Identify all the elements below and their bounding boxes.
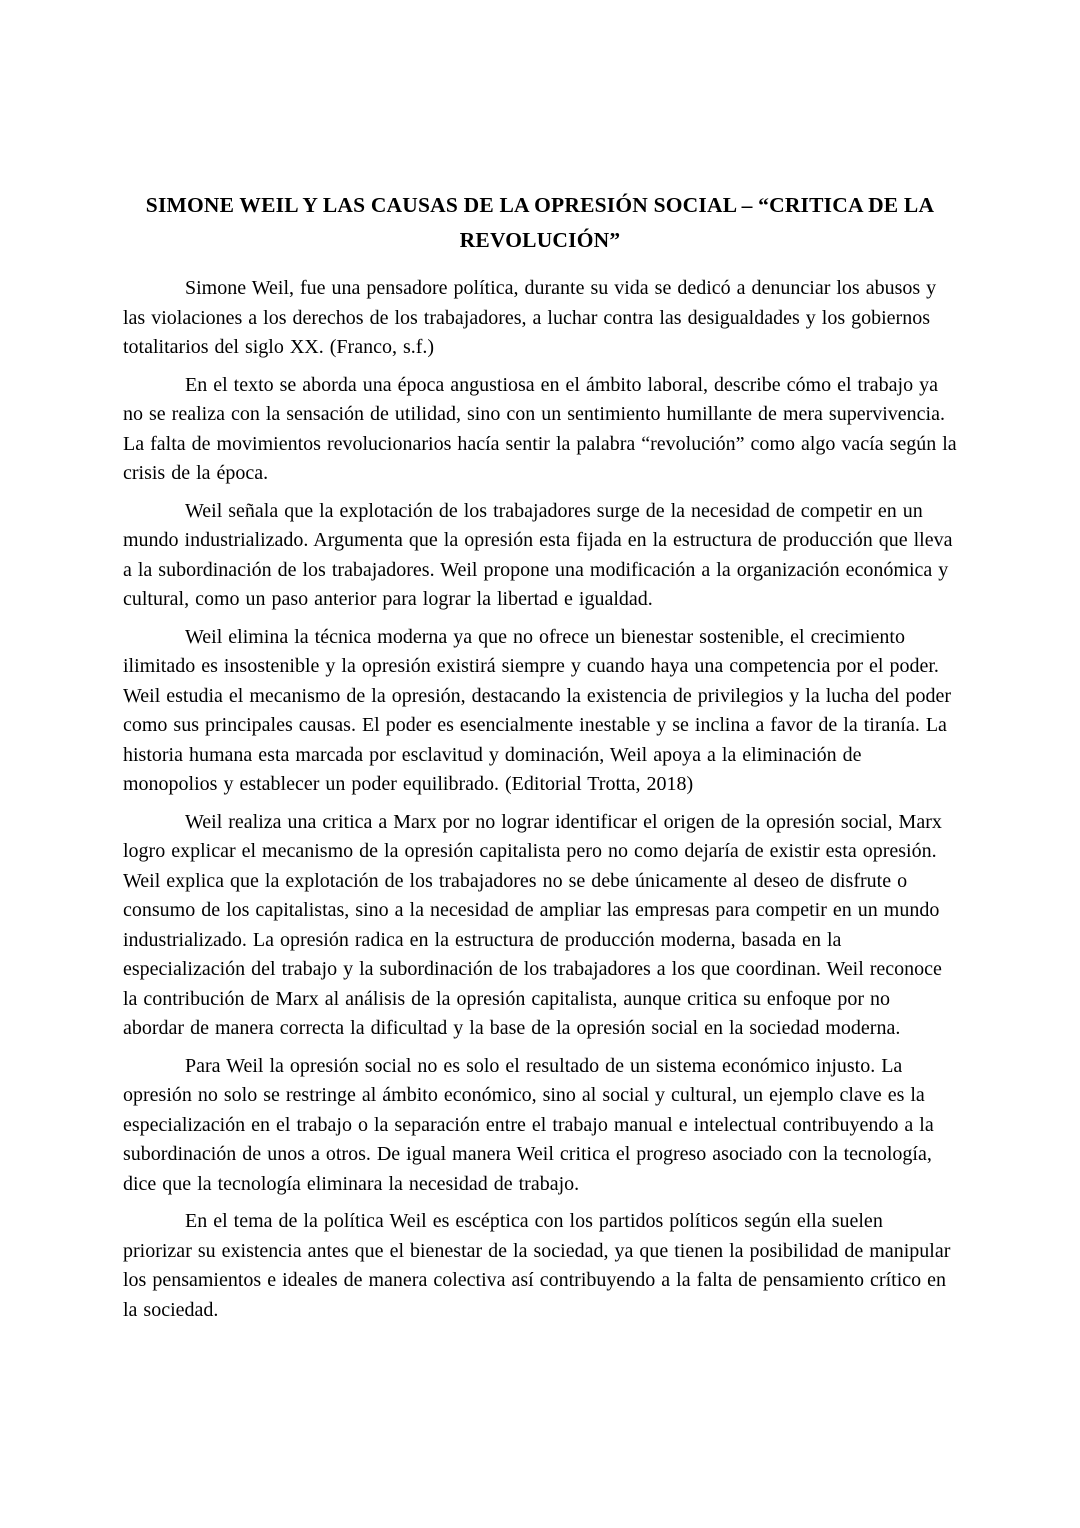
paragraph-tecnica-moderna: Weil elimina la técnica moderna ya que no ofrece un bienestar sostenible, el crecimiento ilimitado es insostenible y la opresión existirá siempre y cuando haya una competencia por el poder. Weil estudia el mecanismo de la opresión, destacando la existencia de privilegios y la lucha del poder como sus principales causas. El poder es esencialmente inestable y se inclina a favor de la tiranía. La historia humana esta marcada por esclavitud y dominación, Weil apoya a la eliminación de monopolios y establecer un poder equilibrado. (Editorial Trotta, 2018) (123, 625, 952, 795)
paragraph-opresion-social: Para Weil la opresión social no es solo el resultado de un sistema económico injusto. La opresión no solo se restringe al ámbito económico, sino al social y cultural, un ejemplo clave es la especialización en el trabajo o la separación entre el trabajo manual e intelectual contribuyendo a la subordinación de unos a otros. De igual manera Weil critica el progreso asociado con la tecnología, dice que la tecnología eliminara la necesidad de trabajo. (123, 1054, 934, 1195)
paragraph-explotacion-trabajadores: Weil señala que la explotación de los trabajadores surge de la necesidad de competir en un mundo industrializado. Argumenta que la opresión esta fijada en la estructura de producción que lleva a la subordinación de los trabajadores. Weil propone una modificación a la organización económica y cultural, como un paso anterior para lograr la libertad e igualdad. (123, 499, 953, 610)
paragraph-politica-esceptica: En el tema de la política Weil es escéptica con los partidos políticos según ella suelen priorizar su existencia antes que el bienestar de la sociedad, ya que tienen la posibilidad de manipular los pensamientos e ideales de manera colectiva así contribuyendo a la falta de pensamiento crítico en la sociedad. (123, 1210, 951, 1321)
paragraph-epoca-angustiosa: En el texto se aborda una época angustiosa en el ámbito laboral, describe cómo el trabajo ya no se realiza con la sensación de utilidad, sino con un sentimiento humillante de mera supervivencia. La falta de movimientos revolucionarios hacía sentir la palabra “revolución” como algo vacía según la crisis de la época. (123, 373, 957, 484)
paragraph-intro: Simone Weil, fue una pensadore política, durante su vida se dedicó a denunciar los abusos y las violaciones a los derechos de los trabajadores, a luchar contra las desigualdades y los gobiernos totalitarios del siglo XX. (Franco, s.f.) (123, 277, 937, 358)
document-title: SIMONE WEIL Y LAS CAUSAS DE LA OPRESIÓN SOCIAL – “CRITICA DE LA REVOLUCIÓN” (145, 193, 935, 252)
paragraph-critica-marx: Weil realiza una critica a Marx por no lograr identificar el origen de la opresión social, Marx logro explicar el mecanismo de la opresión capitalista pero no como dejaría de existir esta opresión. Weil explica que la explotación de los trabajadores no se debe únicamente al deseo de disfrute o consumo de los capitalistas, sino a la necesidad de ampliar las empresas para competir en un mundo industrializado. La opresión radica en la estructura de producción moderna, basada en la especialización del trabajo y la subordinación de los trabajadores a los que coordinan. Weil reconoce la contribución de Marx al análisis de la opresión capitalista, aunque critica su enfoque por no abordar de manera correcta la dificultad y la base de la opresión social en la sociedad moderna. (123, 810, 942, 1039)
